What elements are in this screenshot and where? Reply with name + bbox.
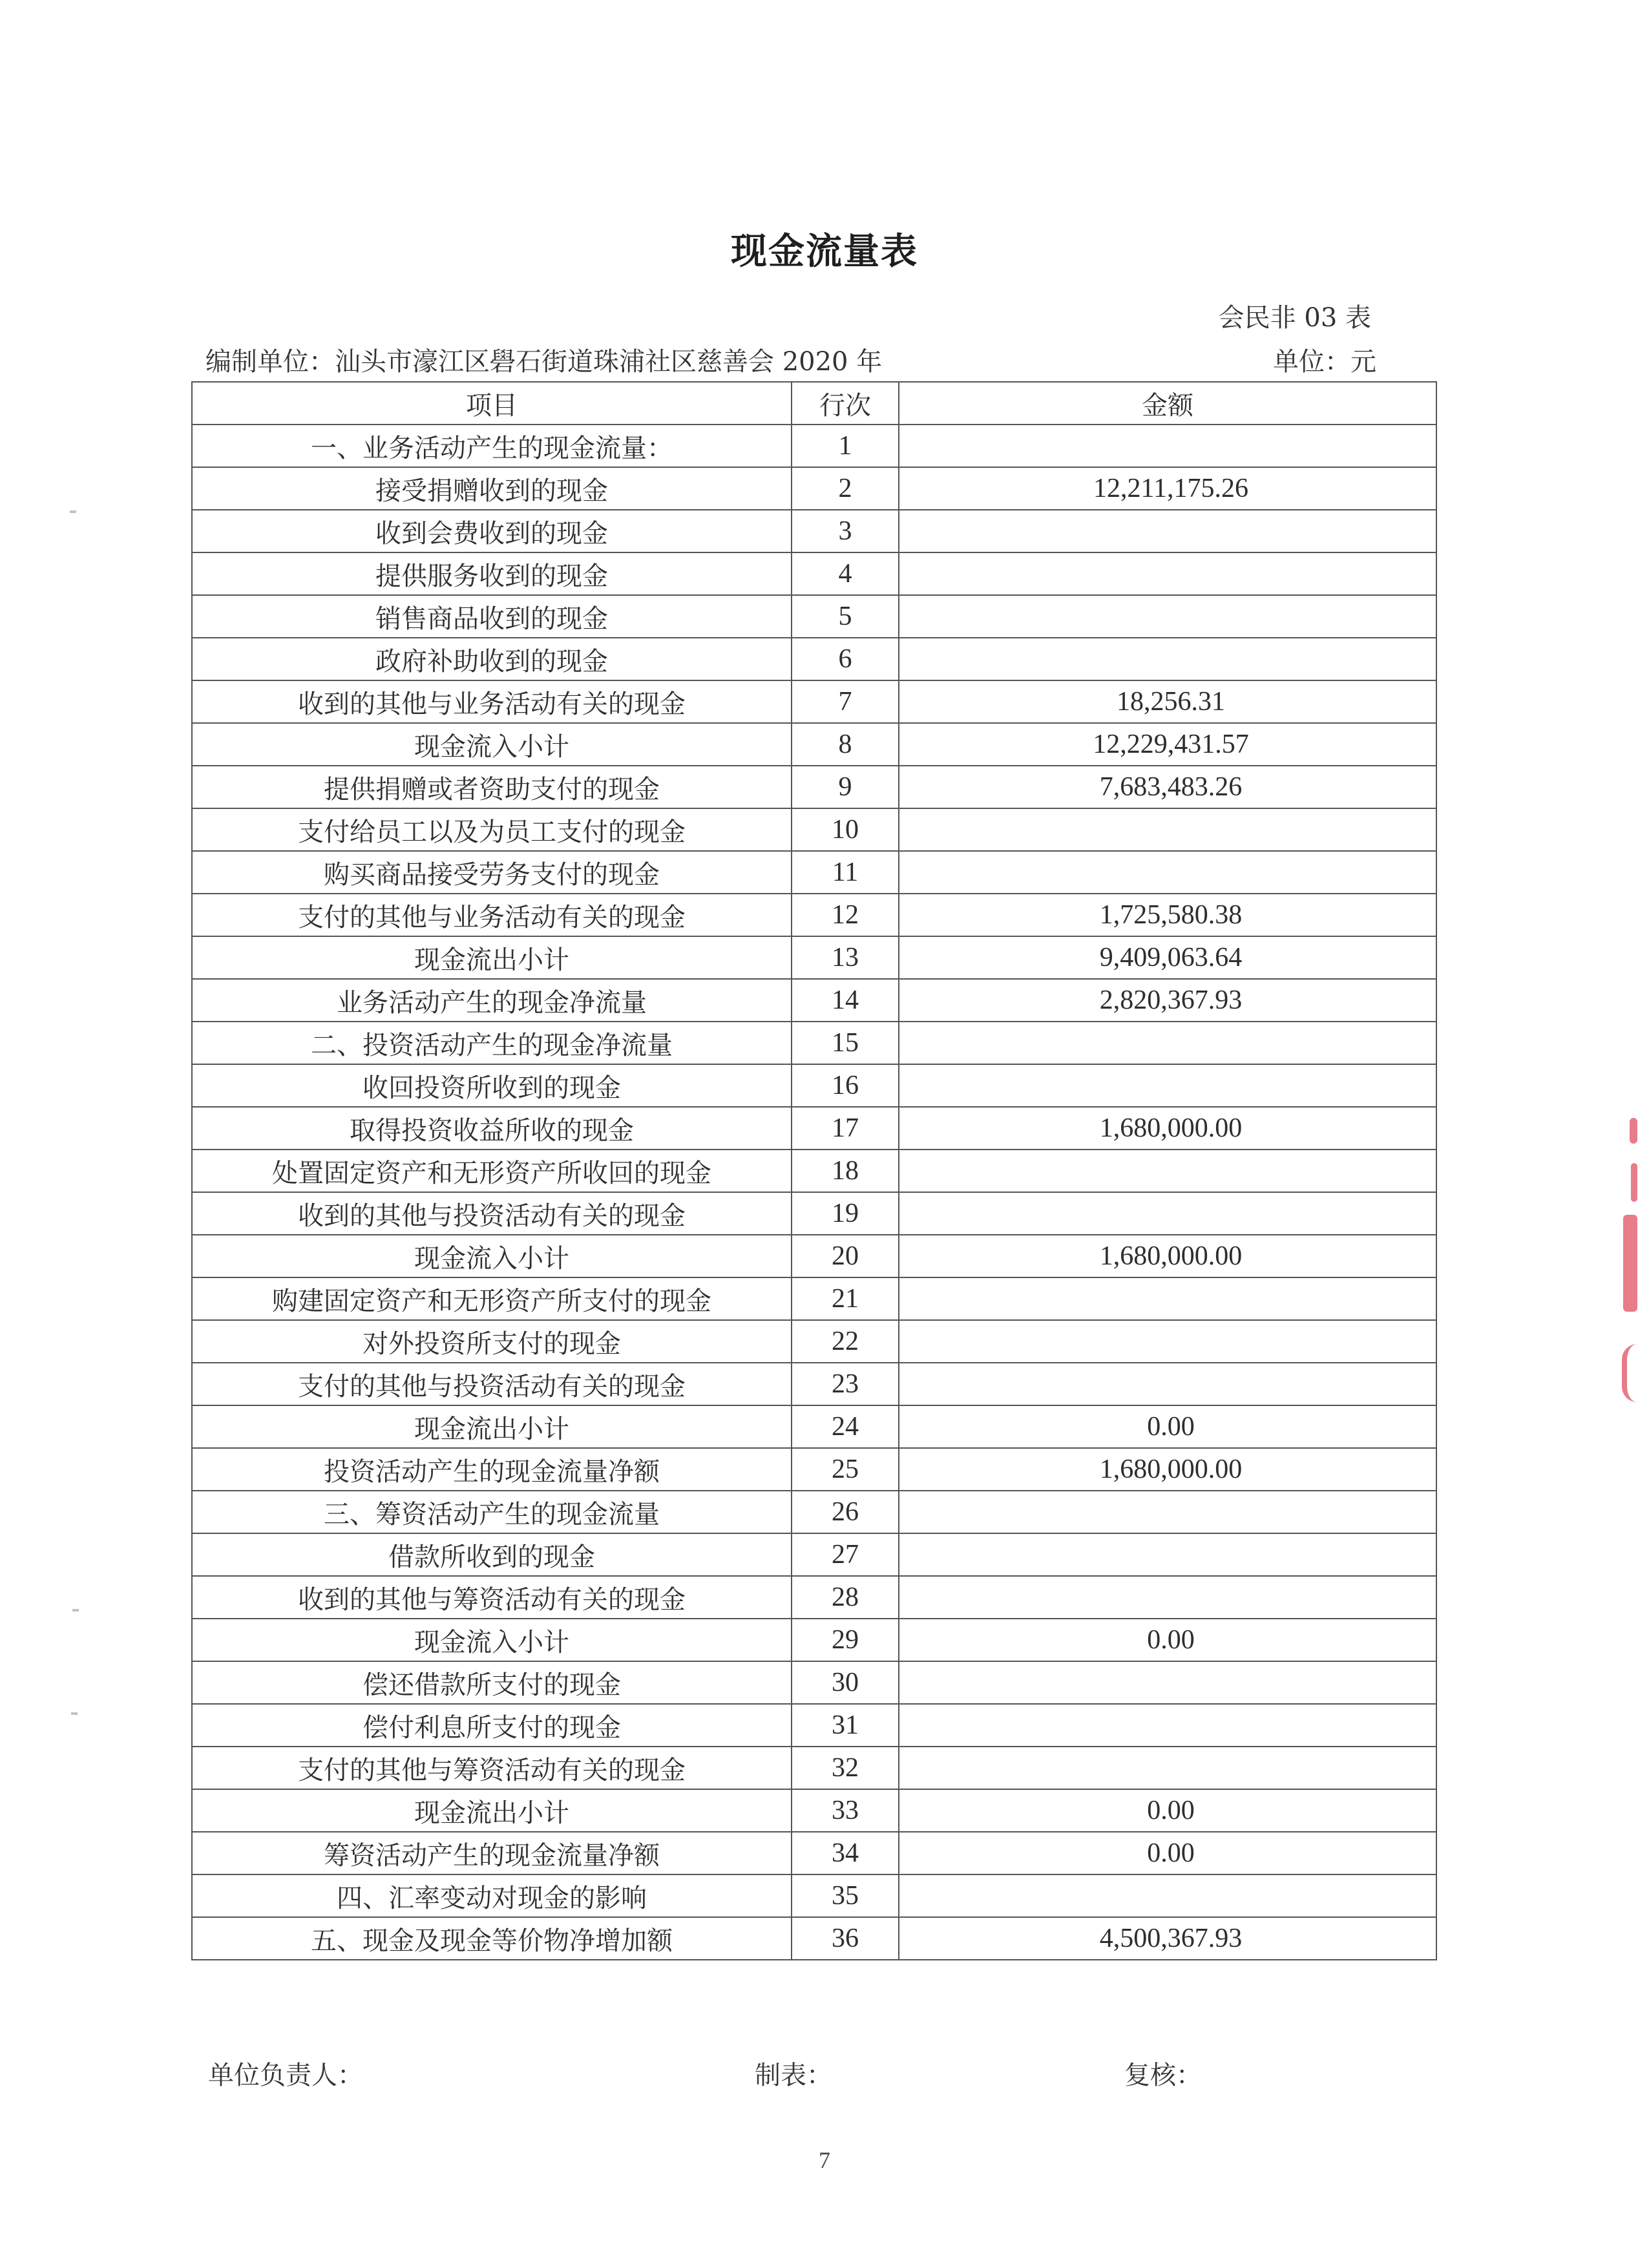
row-item: 二、投资活动产生的现金净流量 xyxy=(192,1022,792,1064)
table-row xyxy=(192,1789,1436,1832)
row-line-no: 22 xyxy=(792,1320,899,1363)
row-item: 提供服务收到的现金 xyxy=(192,552,792,595)
stamp-fragment xyxy=(1630,1118,1637,1144)
row-item: 偿还借款所支付的现金 xyxy=(192,1661,792,1704)
row-amount: 12,211,175.26 xyxy=(899,467,1436,510)
row-item: 提供捐赠或者资助支付的现金 xyxy=(192,766,792,808)
row-amount xyxy=(899,1533,1436,1576)
row-amount: 4,500,367.93 xyxy=(899,1917,1436,1960)
row-line-no: 20 xyxy=(792,1235,899,1277)
row-amount xyxy=(899,510,1436,552)
row-line-no: 5 xyxy=(792,595,899,638)
row-item: 业务活动产生的现金净流量 xyxy=(192,979,792,1022)
row-item: 收到会费收到的现金 xyxy=(192,510,792,552)
row-item: 三、筹资活动产生的现金流量 xyxy=(192,1491,792,1533)
scan-speck xyxy=(70,510,76,513)
row-amount xyxy=(899,1277,1436,1320)
row-line-no: 24 xyxy=(792,1405,899,1448)
row-amount xyxy=(899,552,1436,595)
row-amount: 0.00 xyxy=(899,1789,1436,1832)
row-item: 现金流出小计 xyxy=(192,936,792,979)
signature-head: 单位负责人： xyxy=(208,2061,363,2090)
table-body xyxy=(192,425,1436,1960)
row-line-no: 28 xyxy=(792,1576,899,1619)
row-item: 现金流入小计 xyxy=(192,723,792,766)
table-row xyxy=(192,1576,1436,1619)
row-line-no: 23 xyxy=(792,1363,899,1405)
row-item: 现金流出小计 xyxy=(192,1405,792,1448)
table-row xyxy=(192,680,1436,723)
row-item: 支付的其他与筹资活动有关的现金 xyxy=(192,1747,792,1789)
row-line-no: 8 xyxy=(792,723,899,766)
row-line-no: 3 xyxy=(792,510,899,552)
row-amount xyxy=(899,1491,1436,1533)
table-row xyxy=(192,1917,1436,1960)
table-row xyxy=(192,1277,1436,1320)
row-item: 现金流入小计 xyxy=(192,1235,792,1277)
table-row xyxy=(192,1064,1436,1107)
row-item: 支付的其他与投资活动有关的现金 xyxy=(192,1363,792,1405)
stamp-fragment xyxy=(1623,1215,1637,1312)
row-line-no: 21 xyxy=(792,1277,899,1320)
row-line-no: 2 xyxy=(792,467,899,510)
row-line-no: 16 xyxy=(792,1064,899,1107)
row-line-no: 29 xyxy=(792,1619,899,1661)
row-amount xyxy=(899,1363,1436,1405)
row-amount: 12,229,431.57 xyxy=(899,723,1436,766)
scan-speck xyxy=(72,1609,79,1612)
stamp-fragment xyxy=(1631,1163,1637,1202)
page-title: 现金流量表 xyxy=(731,230,918,273)
row-line-no: 33 xyxy=(792,1789,899,1832)
row-item: 借款所收到的现金 xyxy=(192,1533,792,1576)
signature-reviewer: 复核： xyxy=(1124,2061,1202,2090)
row-amount xyxy=(899,595,1436,638)
row-amount: 7,683,483.26 xyxy=(899,766,1436,808)
row-amount: 0.00 xyxy=(899,1832,1436,1874)
row-amount: 0.00 xyxy=(899,1405,1436,1448)
row-item: 支付给员工以及为员工支付的现金 xyxy=(192,808,792,851)
table-row xyxy=(192,1619,1436,1661)
row-item: 四、汇率变动对现金的影响 xyxy=(192,1874,792,1917)
row-amount: 1,680,000.00 xyxy=(899,1107,1436,1150)
row-line-no: 17 xyxy=(792,1107,899,1150)
table-row xyxy=(192,1832,1436,1874)
row-line-no: 25 xyxy=(792,1448,899,1491)
row-amount xyxy=(899,425,1436,467)
row-item: 购买商品接受劳务支付的现金 xyxy=(192,851,792,894)
row-amount xyxy=(899,808,1436,851)
table-row xyxy=(192,1491,1436,1533)
row-item: 收到的其他与投资活动有关的现金 xyxy=(192,1192,792,1235)
row-item: 政府补助收到的现金 xyxy=(192,638,792,680)
row-amount xyxy=(899,1320,1436,1363)
table-row xyxy=(192,1192,1436,1235)
unit-line: 单位：元 xyxy=(1273,347,1376,377)
table-row xyxy=(192,1107,1436,1150)
stamp-fragment xyxy=(1622,1344,1637,1402)
table-row xyxy=(192,467,1436,510)
signature-preparer: 制表： xyxy=(755,2061,832,2090)
table-row xyxy=(192,808,1436,851)
row-amount: 9,409,063.64 xyxy=(899,936,1436,979)
row-line-no: 19 xyxy=(792,1192,899,1235)
header-amount: 金额 xyxy=(899,382,1436,425)
cash-flow-table xyxy=(191,381,1437,1960)
row-line-no: 1 xyxy=(792,425,899,467)
table-row xyxy=(192,552,1436,595)
row-amount: 0.00 xyxy=(899,1619,1436,1661)
row-amount xyxy=(899,1064,1436,1107)
row-amount: 1,680,000.00 xyxy=(899,1235,1436,1277)
page-number: 7 xyxy=(819,2147,830,2173)
organization-line: 编制单位：汕头市濠江区礐石街道珠浦社区慈善会 2020 年 xyxy=(205,347,883,377)
row-item: 现金流入小计 xyxy=(192,1619,792,1661)
row-amount xyxy=(899,1874,1436,1917)
row-item: 筹资活动产生的现金流量净额 xyxy=(192,1832,792,1874)
row-amount xyxy=(899,638,1436,680)
row-line-no: 30 xyxy=(792,1661,899,1704)
row-item: 购建固定资产和无形资产所支付的现金 xyxy=(192,1277,792,1320)
table-row xyxy=(192,1448,1436,1491)
form-code: 会民非 03 表 xyxy=(1218,303,1371,333)
row-line-no: 36 xyxy=(792,1917,899,1960)
row-item: 取得投资收益所收的现金 xyxy=(192,1107,792,1150)
table-row xyxy=(192,1022,1436,1064)
table-row xyxy=(192,1661,1436,1704)
row-amount: 18,256.31 xyxy=(899,680,1436,723)
table-row xyxy=(192,1874,1436,1917)
row-line-no: 31 xyxy=(792,1704,899,1747)
row-item: 处置固定资产和无形资产所收回的现金 xyxy=(192,1150,792,1192)
row-line-no: 35 xyxy=(792,1874,899,1917)
row-item: 支付的其他与业务活动有关的现金 xyxy=(192,894,792,936)
header-item: 项目 xyxy=(192,382,792,425)
row-amount: 1,725,580.38 xyxy=(899,894,1436,936)
row-line-no: 11 xyxy=(792,851,899,894)
table-row xyxy=(192,1405,1436,1448)
row-line-no: 26 xyxy=(792,1491,899,1533)
row-amount: 2,820,367.93 xyxy=(899,979,1436,1022)
row-line-no: 15 xyxy=(792,1022,899,1064)
row-amount xyxy=(899,1022,1436,1064)
row-item: 现金流出小计 xyxy=(192,1789,792,1832)
table-row xyxy=(192,766,1436,808)
row-amount xyxy=(899,1747,1436,1789)
row-item: 收回投资所收到的现金 xyxy=(192,1064,792,1107)
row-item: 接受捐赠收到的现金 xyxy=(192,467,792,510)
row-amount xyxy=(899,1192,1436,1235)
row-line-no: 27 xyxy=(792,1533,899,1576)
row-amount: 1,680,000.00 xyxy=(899,1448,1436,1491)
row-item: 偿付利息所支付的现金 xyxy=(192,1704,792,1747)
row-amount xyxy=(899,1661,1436,1704)
row-amount xyxy=(899,1150,1436,1192)
row-line-no: 4 xyxy=(792,552,899,595)
row-item: 收到的其他与业务活动有关的现金 xyxy=(192,680,792,723)
table-row xyxy=(192,894,1436,936)
table-row xyxy=(192,1363,1436,1405)
row-line-no: 7 xyxy=(792,680,899,723)
row-line-no: 10 xyxy=(792,808,899,851)
table-row xyxy=(192,851,1436,894)
row-line-no: 6 xyxy=(792,638,899,680)
row-line-no: 13 xyxy=(792,936,899,979)
table-row xyxy=(192,1235,1436,1277)
row-line-no: 32 xyxy=(792,1747,899,1789)
row-line-no: 12 xyxy=(792,894,899,936)
row-item: 对外投资所支付的现金 xyxy=(192,1320,792,1363)
row-item: 一、业务活动产生的现金流量： xyxy=(192,425,792,467)
table-row xyxy=(192,595,1436,638)
table-row xyxy=(192,723,1436,766)
table-row xyxy=(192,979,1436,1022)
table-row xyxy=(192,1150,1436,1192)
row-item: 投资活动产生的现金流量净额 xyxy=(192,1448,792,1491)
row-item: 五、现金及现金等价物净增加额 xyxy=(192,1917,792,1960)
row-line-no: 18 xyxy=(792,1150,899,1192)
row-item: 收到的其他与筹资活动有关的现金 xyxy=(192,1576,792,1619)
table-row xyxy=(192,1320,1436,1363)
header-line-no: 行次 xyxy=(792,382,899,425)
scan-speck xyxy=(71,1712,78,1715)
row-amount xyxy=(899,851,1436,894)
table-row xyxy=(192,425,1436,467)
table-row xyxy=(192,638,1436,680)
table-row xyxy=(192,1747,1436,1789)
row-amount xyxy=(899,1576,1436,1619)
row-line-no: 9 xyxy=(792,766,899,808)
row-item: 销售商品收到的现金 xyxy=(192,595,792,638)
table-header-row xyxy=(192,382,1436,425)
row-line-no: 14 xyxy=(792,979,899,1022)
table-row xyxy=(192,936,1436,979)
table-row xyxy=(192,1704,1436,1747)
table-row xyxy=(192,510,1436,552)
table-row xyxy=(192,1533,1436,1576)
row-amount xyxy=(899,1704,1436,1747)
row-line-no: 34 xyxy=(792,1832,899,1874)
